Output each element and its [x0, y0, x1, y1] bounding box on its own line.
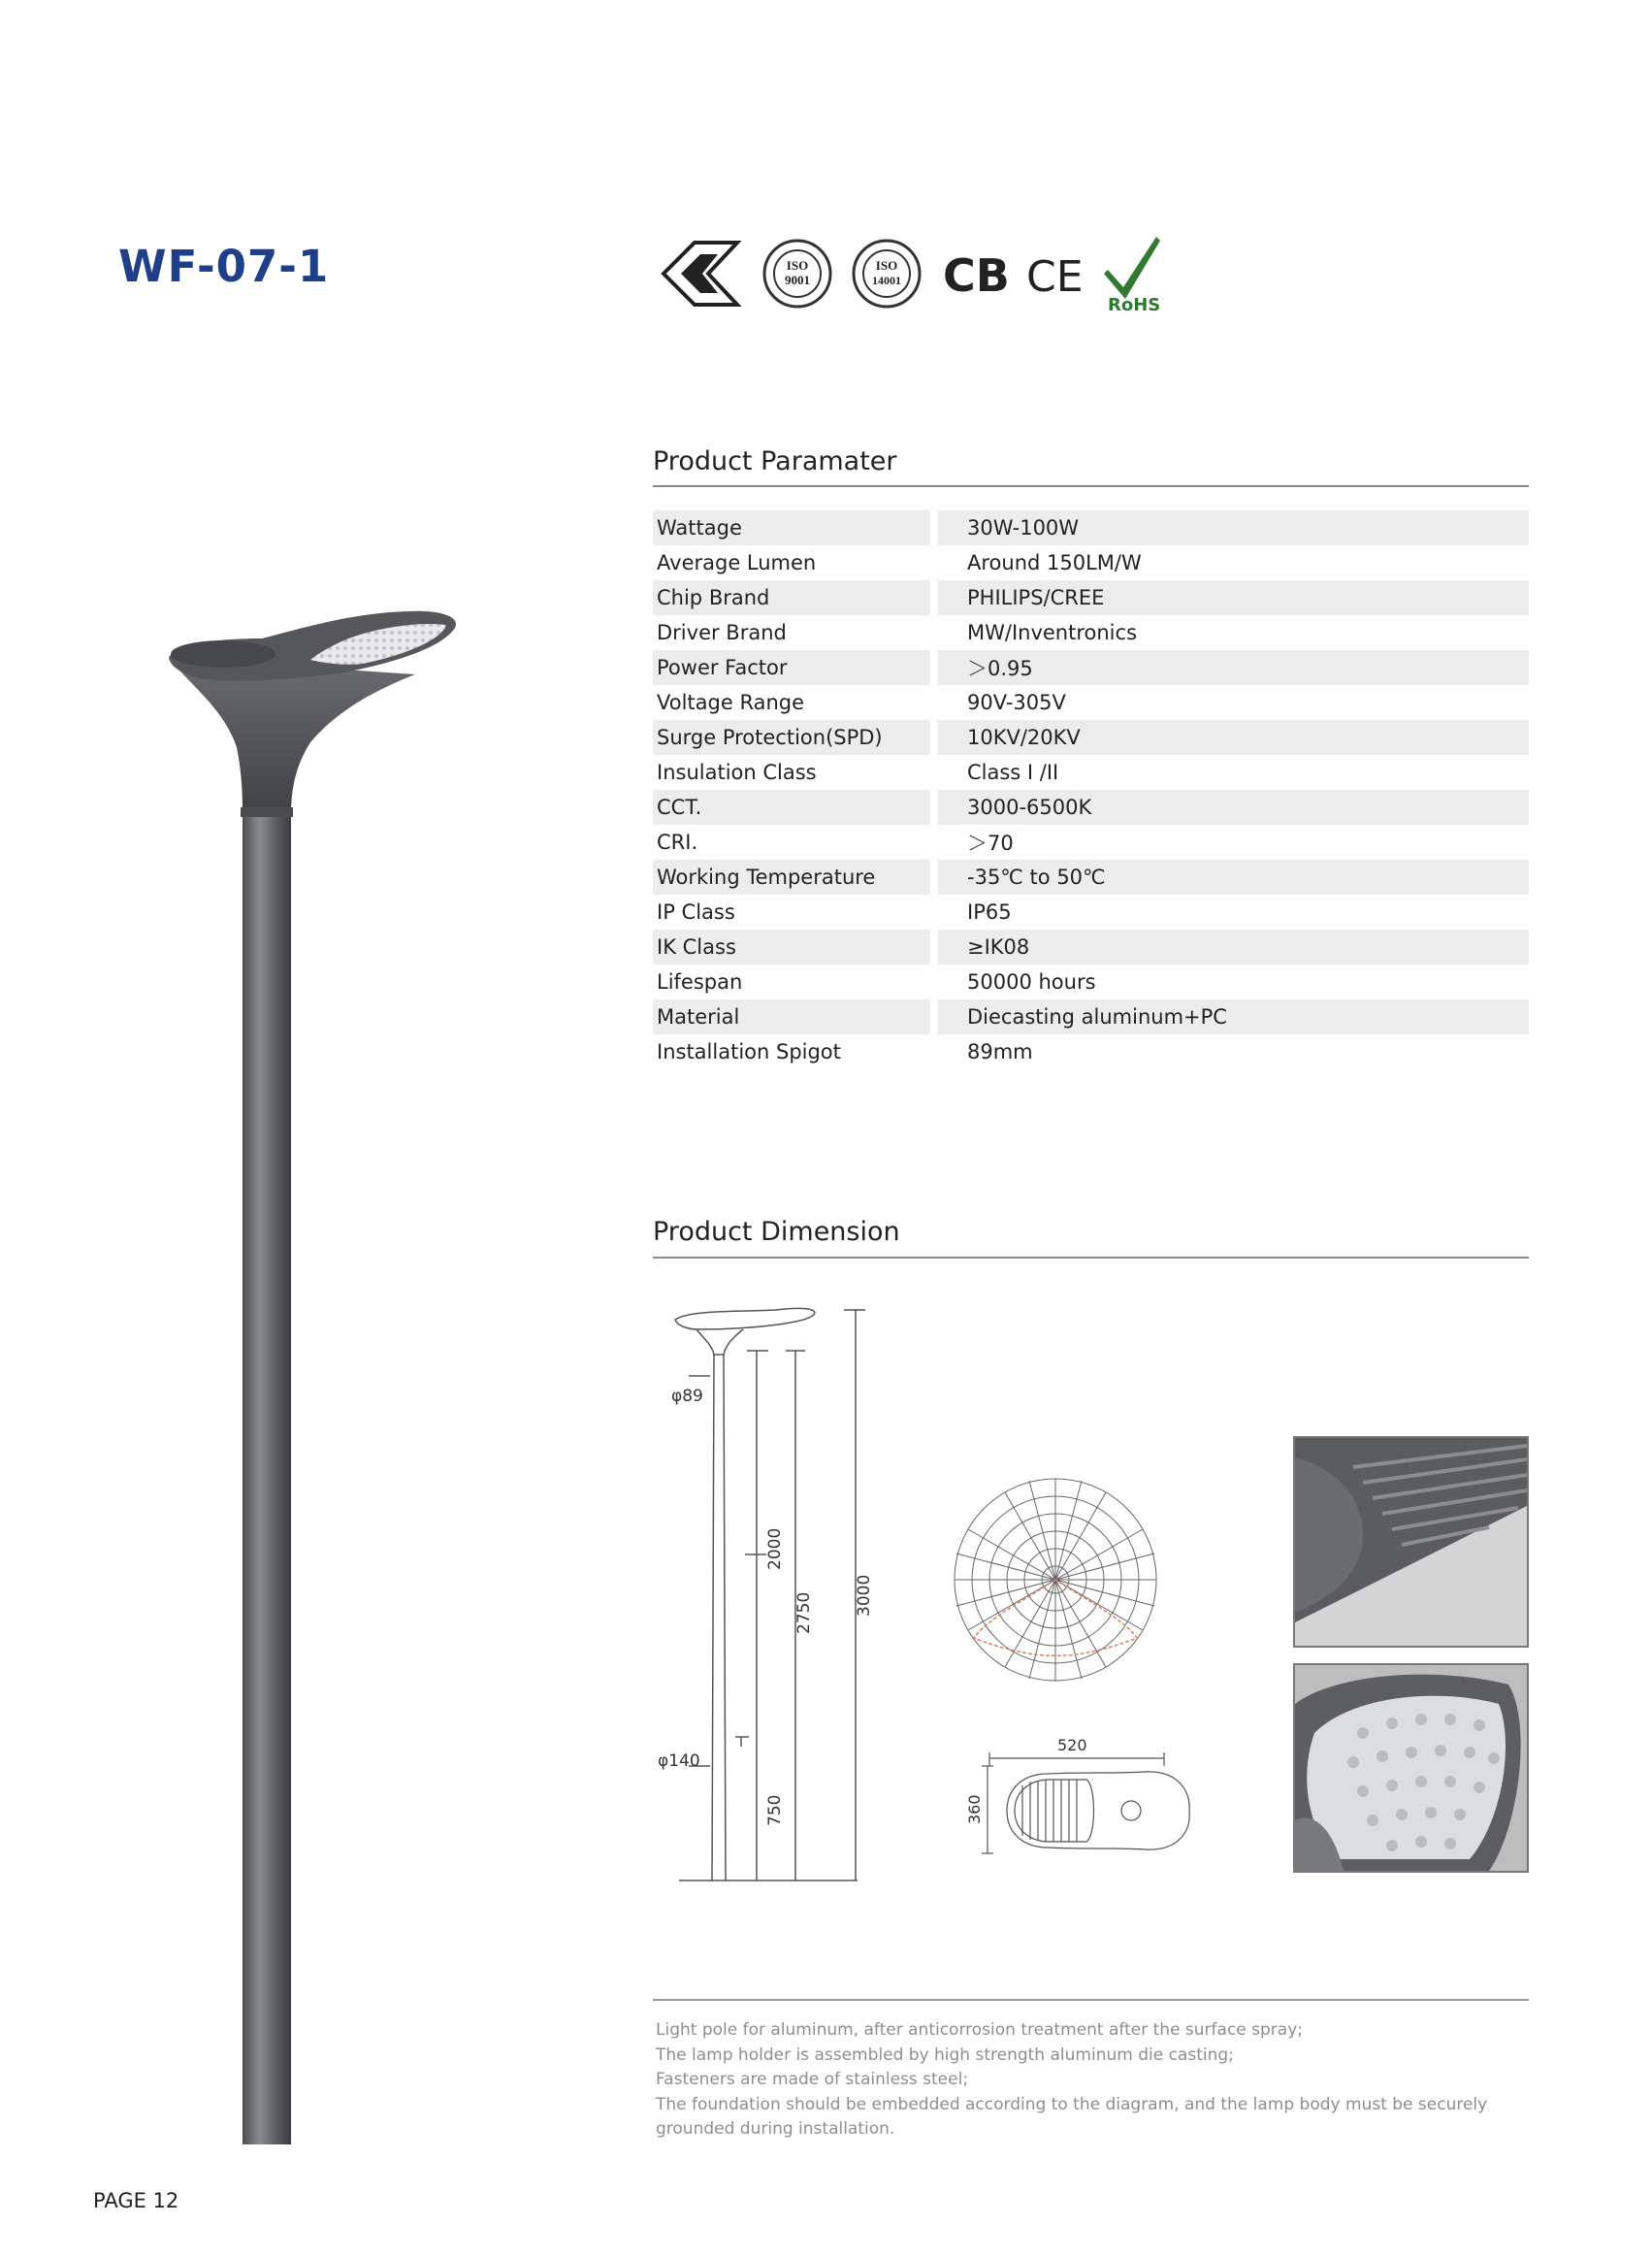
- w520-label: 520: [1057, 1736, 1087, 1754]
- table-row: [653, 580, 1529, 615]
- notes: [656, 2018, 1529, 2143]
- parameters-table: [653, 510, 1529, 1069]
- param-label: Average Lumen: [657, 551, 817, 574]
- svg-text:9001: 9001: [785, 273, 810, 287]
- cb-logo: CB: [943, 249, 1010, 302]
- h3000-label: 3000: [855, 1574, 874, 1617]
- table-row: [653, 755, 1529, 790]
- param-label: Driver Brand: [657, 621, 787, 644]
- table-row: [653, 825, 1529, 860]
- svg-text:ISO: ISO: [875, 258, 898, 273]
- param-value: ≥IK08: [938, 930, 1529, 965]
- param-label: Installation Spigot: [657, 1040, 841, 1063]
- param-value: 90V-305V: [967, 691, 1066, 714]
- certification-logos: [660, 231, 1183, 316]
- svg-text:ISO: ISO: [786, 258, 809, 273]
- table-row: [653, 895, 1529, 930]
- heatsink-detail-photo: [1293, 1436, 1529, 1648]
- table-row: [653, 545, 1529, 580]
- led-module-detail-photo: [1293, 1663, 1529, 1873]
- notes-divider: [653, 1999, 1529, 2001]
- rohs-logo: [1104, 237, 1160, 315]
- param-value: 89mm: [967, 1040, 1033, 1063]
- param-label: IP Class: [657, 900, 735, 924]
- param-value: IP65: [967, 900, 1012, 924]
- page-number: PAGE 12: [93, 2189, 179, 2212]
- phi89-label: φ89: [671, 1387, 703, 1406]
- param-value: 10KV/20KV: [938, 720, 1529, 755]
- dimension-title: Product Dimension: [653, 1217, 900, 1247]
- param-label: Working Temperature: [653, 860, 930, 895]
- street-lamp-image: [155, 582, 563, 2144]
- svg-text:14001: 14001: [872, 274, 901, 287]
- model-title: WF-07-1: [118, 241, 330, 292]
- param-value: Diecasting aluminum+PC: [938, 999, 1529, 1034]
- note-line: grounded during installation.: [656, 2119, 895, 2139]
- param-label: IK Class: [653, 930, 930, 965]
- param-value: 3000-6500K: [938, 790, 1529, 825]
- note-line: Light pole for aluminum, after anticorrosion treatment after the surface spray;: [656, 2020, 1304, 2040]
- note-line: Fasteners are made of stainless steel;: [656, 2070, 969, 2089]
- param-label: Insulation Class: [657, 761, 817, 784]
- table-row: [653, 965, 1529, 999]
- param-label: Chip Brand: [653, 580, 930, 615]
- table-row: [653, 790, 1529, 825]
- param-value: ＞0.95: [938, 650, 1529, 685]
- light-distribution-diagram: [949, 1473, 1162, 1686]
- enec-logo: [664, 243, 737, 305]
- param-label: Voltage Range: [657, 691, 805, 714]
- iso9001-logo: [764, 241, 830, 307]
- table-row: [653, 1034, 1529, 1069]
- lamp-head-dimension-drawing: [960, 1727, 1203, 1863]
- param-label: CRI.: [657, 831, 698, 854]
- note-line: The foundation should be embedded according to the diagram, and the lamp body must be securely: [656, 2094, 1488, 2114]
- param-value: Class I /II: [967, 761, 1059, 784]
- table-row: [653, 930, 1529, 965]
- dimension-divider: [653, 1257, 1529, 1259]
- param-label: CCT.: [653, 790, 930, 825]
- param-value: ＞70: [967, 832, 1014, 855]
- param-value: PHILIPS/CREE: [938, 580, 1529, 615]
- param-value: 50000 hours: [967, 970, 1096, 994]
- param-label: Surge Protection(SPD): [653, 720, 930, 755]
- table-row: [653, 720, 1529, 755]
- param-label: Power Factor: [653, 650, 930, 685]
- param-value: Around 150LM/W: [967, 551, 1142, 574]
- table-row: [653, 685, 1529, 720]
- param-label: Material: [653, 999, 930, 1034]
- note-line: The lamp holder is assembled by high strength aluminum die casting;: [656, 2044, 1234, 2065]
- parameters-divider: [653, 485, 1529, 487]
- param-value: 30W-100W: [938, 510, 1529, 545]
- table-row: [653, 999, 1529, 1034]
- table-row: [653, 650, 1529, 685]
- ce-logo: CE: [1026, 252, 1084, 302]
- param-label: Wattage: [653, 510, 930, 545]
- h750-label: 750: [765, 1794, 785, 1826]
- svg-text:RoHS: RoHS: [1108, 295, 1161, 315]
- w360-label: 360: [965, 1794, 984, 1824]
- parameters-title: Product Paramater: [653, 446, 897, 476]
- phi140-label: φ140: [658, 1751, 700, 1771]
- h2750-label: 2750: [794, 1591, 814, 1634]
- table-row: [653, 510, 1529, 545]
- param-label: Lifespan: [657, 970, 743, 994]
- pole-dimension-drawing: [650, 1300, 902, 1892]
- h2000-label: 2000: [765, 1527, 785, 1570]
- param-value: -35℃ to 50℃: [938, 860, 1529, 895]
- table-row: [653, 615, 1529, 650]
- iso14001-logo: [854, 241, 920, 307]
- param-value: MW/Inventronics: [967, 621, 1138, 644]
- table-row: [653, 860, 1529, 895]
